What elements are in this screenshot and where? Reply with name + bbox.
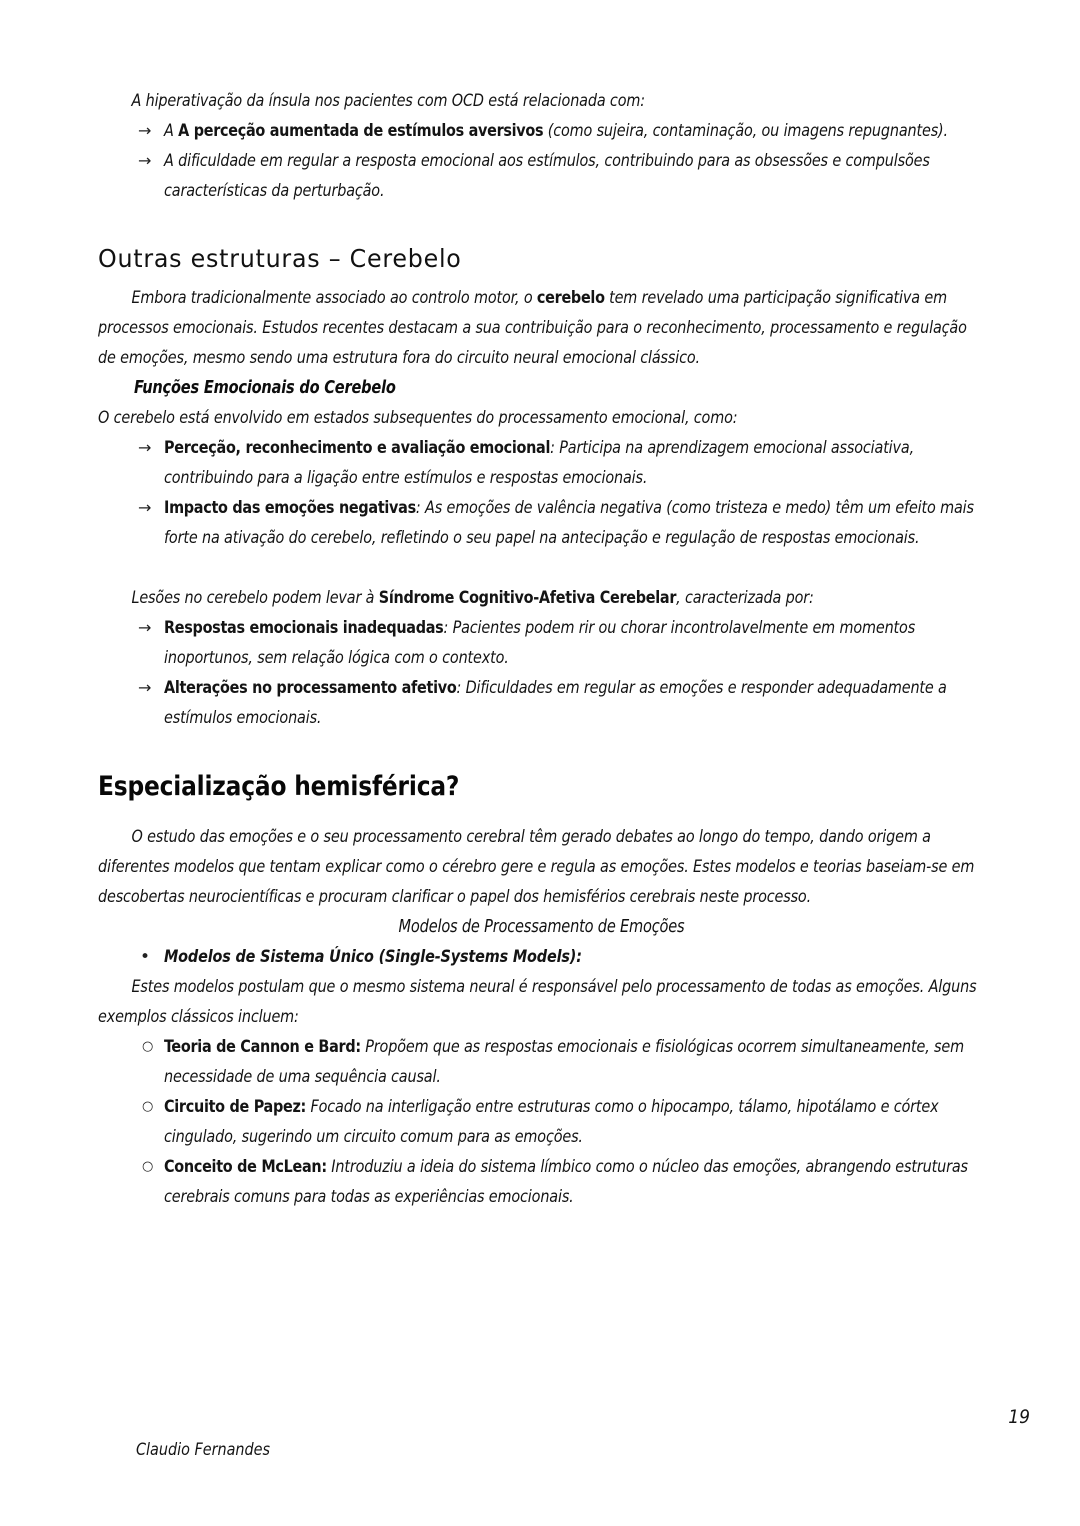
cerebelo-lesions-lead-paragraph (98, 583, 985, 613)
spacer (98, 273, 985, 283)
spacer (98, 206, 985, 244)
list-item-rest: Propõem que as respostas emocionais e fisiológicas ocorrem simultaneamente, sem necessidade de uma sequência causal. (164, 1037, 964, 1087)
list-item-text (164, 493, 985, 553)
list-item-rest: (como sujeira, contaminação, ou imagens repugnantes). (543, 121, 948, 141)
spacer (98, 802, 985, 822)
list-item (98, 433, 985, 493)
list-item-text (164, 673, 985, 733)
arrow-bullet-icon: → (138, 498, 152, 517)
list-item-rest: Introduziu a ideia do sistema límbico como o núcleo das emoções, abrangendo estruturas cerebrais comuns para todas as experiências emocionais. (164, 1157, 968, 1207)
list-item-rest: : Pacientes podem rir ou chorar incontrolavelmente em momentos inoportunos, sem relação lógica com o contexto. (164, 618, 916, 668)
spacer (98, 553, 985, 583)
list-item (98, 146, 985, 206)
list-item (98, 1032, 985, 1092)
list-item-bold: Respostas emocionais inadequadas (164, 618, 444, 638)
list-item-text (164, 1092, 985, 1152)
list-item-rest: Focado na interligação entre estruturas como o hipocampo, tálamo, hipotálamo e córtex cingulado, sugerindo um circuito comum para as emoções. (164, 1097, 939, 1147)
list-item (98, 116, 985, 146)
cerebelo-intro-paragraph (98, 283, 985, 373)
list-item-bold: Perceção, reconhecimento e avaliação emocional (164, 438, 551, 458)
list-item-text (164, 116, 985, 146)
lesions-lead-part-b: , caracterizada por: (676, 588, 814, 608)
list-item-text: Modelos de Sistema Único (Single-Systems Models): (164, 947, 582, 967)
hemispheres-intro-paragraph: O estudo das emoções e o seu processamento cerebral têm gerado debates ao longo do tempo, dando origem a diferentes modelos que tentam explicar como o cérebro gere e regula as emoções. Estes modelos e teorias baseiam-se em descobertas neurocientíficas e procuram clarificar o papel dos hemisférios cerebrais neste processo. (98, 827, 975, 907)
list-item (98, 1092, 985, 1152)
heading-outras-estruturas-cerebelo: Outras estruturas – Cerebelo (98, 244, 462, 273)
page-number: 19 (1008, 1406, 1030, 1428)
list-item-text (164, 1032, 985, 1092)
list-item-bold: Conceito de McLean: (164, 1157, 327, 1177)
lesions-syndrome-bold: Síndrome Cognitivo-Afetiva Cerebelar (378, 588, 677, 608)
list-item (98, 942, 985, 972)
subheading-funcoes-emocionais-cerebelo: Funções Emocionais do Cerebelo (134, 378, 396, 398)
cerebelo-keyword-bold: cerebelo (536, 288, 605, 308)
arrow-bullet-icon: → (138, 438, 152, 457)
list-item (98, 493, 985, 553)
heading-especializacao-hemisferica: Especialização hemisférica? (98, 771, 460, 802)
single-systems-paragraph: Estes modelos postulam que o mesmo sistema neural é responsável pelo processamento de todas as emoções. Alguns exemplos clássicos incluem: (98, 977, 977, 1027)
list-item-lead: A (164, 121, 179, 141)
list-item-text: A dificuldade em regular a resposta emocional aos estímulos, contribuindo para as obsessões e compulsões características da perturbação. (164, 151, 930, 201)
list-item-rest: : Dificuldades em regular as emoções e responder adequadamente a estímulos emocionais. (164, 678, 947, 728)
centered-subheading-modelos-processamento: Modelos de Processamento de Emoções (398, 917, 685, 937)
list-item-rest: : Participa na aprendizagem emocional associativa, contribuindo para a ligação entre estímulos e respostas emocionais. (164, 438, 915, 488)
list-item (98, 673, 985, 733)
insula-bullet-list (98, 116, 985, 206)
list-item-bold: Teoria de Cannon e Bard: (164, 1037, 361, 1057)
cerebelo-intro-part-b: tem revelado uma participação significativa em processos emocionais. Estudos recentes destacam a sua contribuição para o reconhecimento, processamento e regulação de emoções, mesmo sendo uma estrutura fora do circuito neural emocional clássico. (98, 288, 967, 368)
circle-bullet-icon: ○ (142, 1099, 154, 1114)
cerebelo-functions-list (98, 433, 985, 553)
list-item-bold: A perceção aumentada de estímulos aversivos (178, 121, 544, 141)
insula-lead-paragraph: A hiperativação da ínsula nos pacientes com OCD está relacionada com: (131, 91, 645, 111)
circle-bullet-icon: ○ (142, 1159, 154, 1174)
arrow-bullet-icon: → (138, 121, 152, 140)
list-item-text (164, 613, 985, 673)
arrow-bullet-icon: → (138, 151, 152, 170)
list-item-bold: Impacto das emoções negativas (164, 498, 416, 518)
list-item-bold: Circuito de Papez: (164, 1097, 307, 1117)
circle-bullet-icon: ○ (142, 1039, 154, 1054)
list-item-text (164, 1152, 985, 1212)
footer-author-name: Claudio Fernandes (136, 1440, 271, 1460)
cerebelo-intro-part-a: Embora tradicionalmente associado ao controlo motor, o (131, 288, 537, 308)
list-item (98, 613, 985, 673)
list-item-rest: : As emoções de valência negativa (como tristeza e medo) têm um efeito mais forte na ativação do cerebelo, refletindo o seu papel na antecipação e regulação de respostas emocionais. (164, 498, 974, 548)
arrow-bullet-icon: → (138, 618, 152, 637)
spacer (98, 733, 985, 771)
arrow-bullet-icon: → (138, 678, 152, 697)
lesions-lead-part-a: Lesões no cerebelo podem levar à (131, 588, 379, 608)
single-systems-list (98, 942, 985, 972)
classic-theories-list (98, 1032, 985, 1212)
cerebelo-sub-lead-paragraph: O cerebelo está envolvido em estados subsequentes do processamento emocional, como: (98, 408, 738, 428)
list-item-bold: Alterações no processamento afetivo (164, 678, 457, 698)
list-item (98, 1152, 985, 1212)
list-item-text (164, 433, 985, 493)
cerebelo-lesions-list (98, 613, 985, 733)
dot-bullet-icon: • (140, 947, 151, 967)
